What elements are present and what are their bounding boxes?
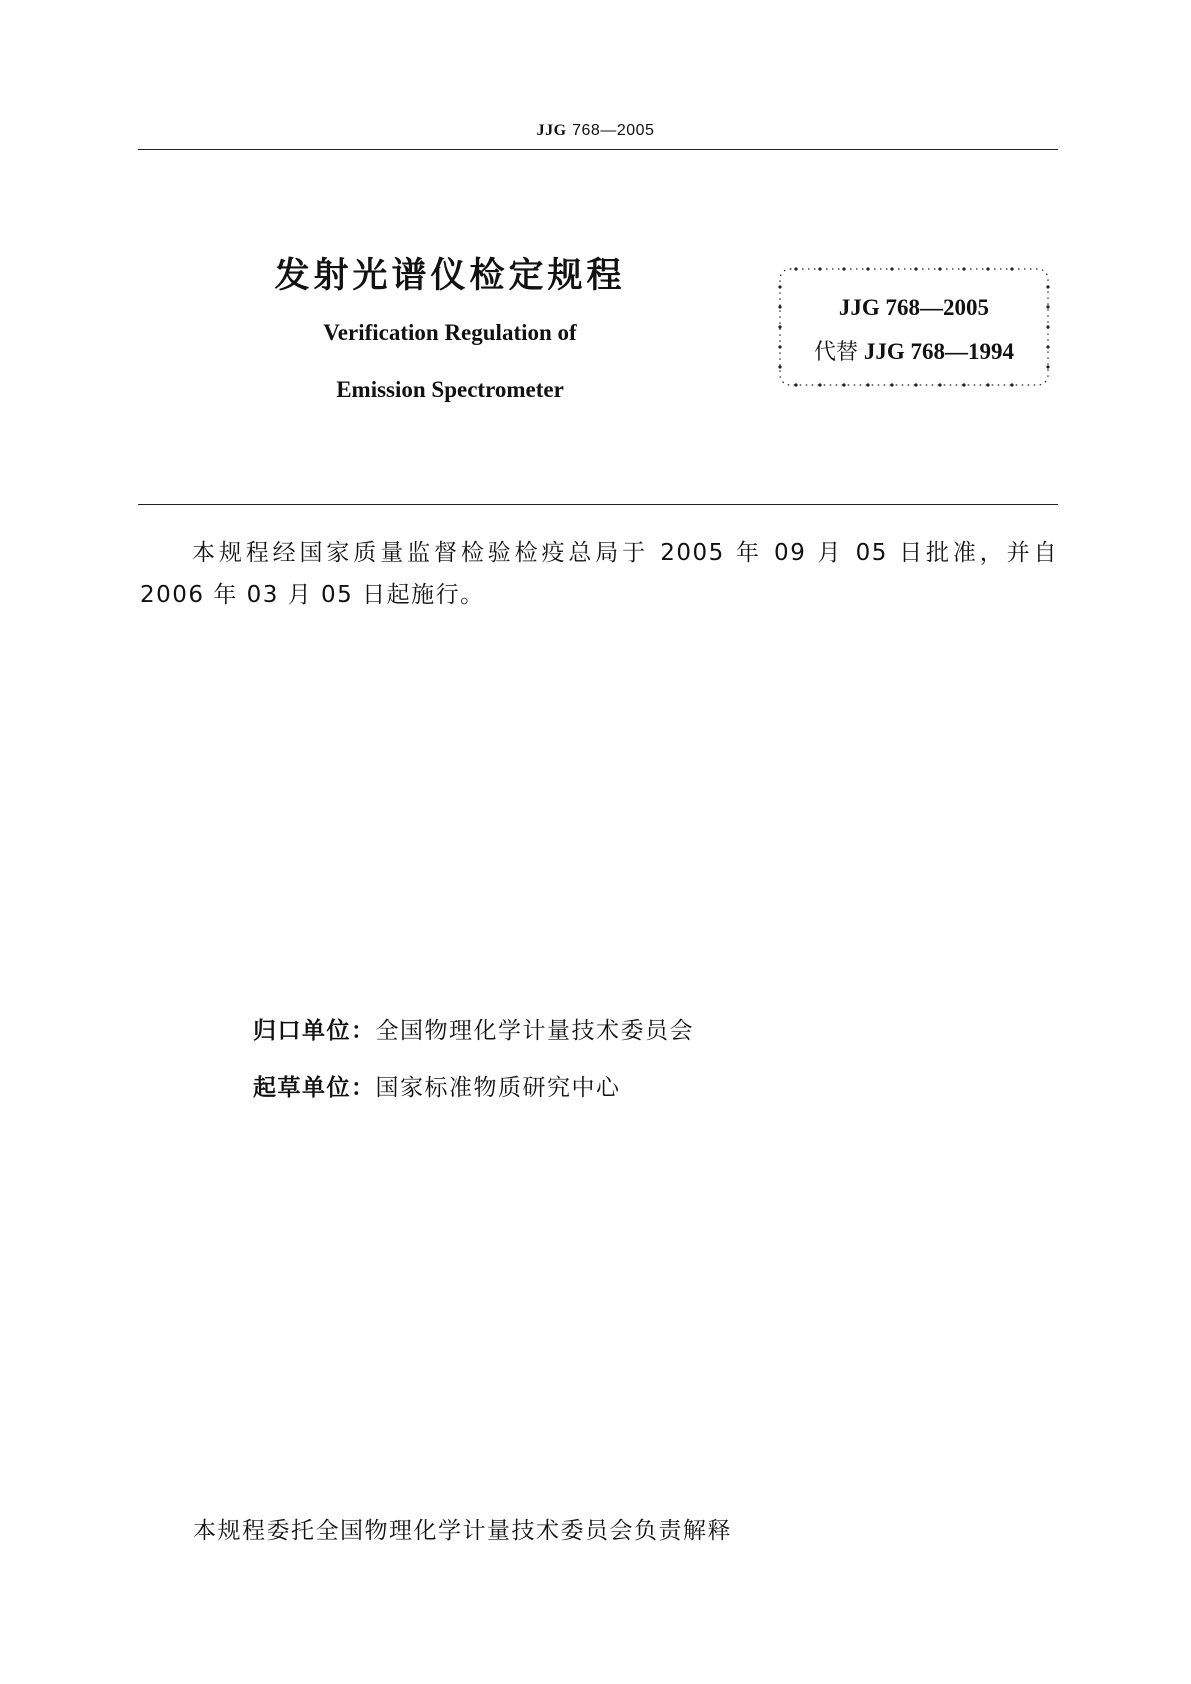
responsible-unit-row [253,1012,694,1045]
drafting-unit-label: 起草单位： [253,1075,376,1101]
document-title-chinese: 发射光谱仪检定规程 [274,256,626,296]
header-code-number: 768—2005 [572,122,655,139]
replaced-code: JJG 768—1994 [863,339,1014,364]
responsible-unit-value: 全国物理化学计量技术委员会 [375,1018,694,1044]
header-code-prefix: JJG [536,122,567,139]
running-header [0,120,1191,140]
document-title-english-line2: Emission Spectrometer [336,377,564,402]
regulation-code-box [776,265,1052,389]
top-divider [138,149,1058,150]
responsible-unit-label: 归口单位： [253,1018,376,1044]
middle-divider [138,504,1058,505]
replaces-label: 代替 [814,340,859,365]
current-code: JJG 768—2005 [838,295,990,320]
drafting-unit-value: 国家标准物质研究中心 [375,1075,621,1101]
document-title-english-line1: Verification Regulation of [323,320,577,345]
approval-statement: 本规程经国家质量监督检验检疫总局于 2005 年 09 月 05 日批准，并自 2006 年 03 月 05 日起施行。 [140,540,1058,608]
interpretation-note: 本规程委托全国物理化学计量技术委员会负责解释 [193,1518,732,1544]
ornamental-frame-icon [776,265,1052,389]
drafting-unit-row [253,1069,621,1102]
replaced-code-line [776,335,1052,366]
